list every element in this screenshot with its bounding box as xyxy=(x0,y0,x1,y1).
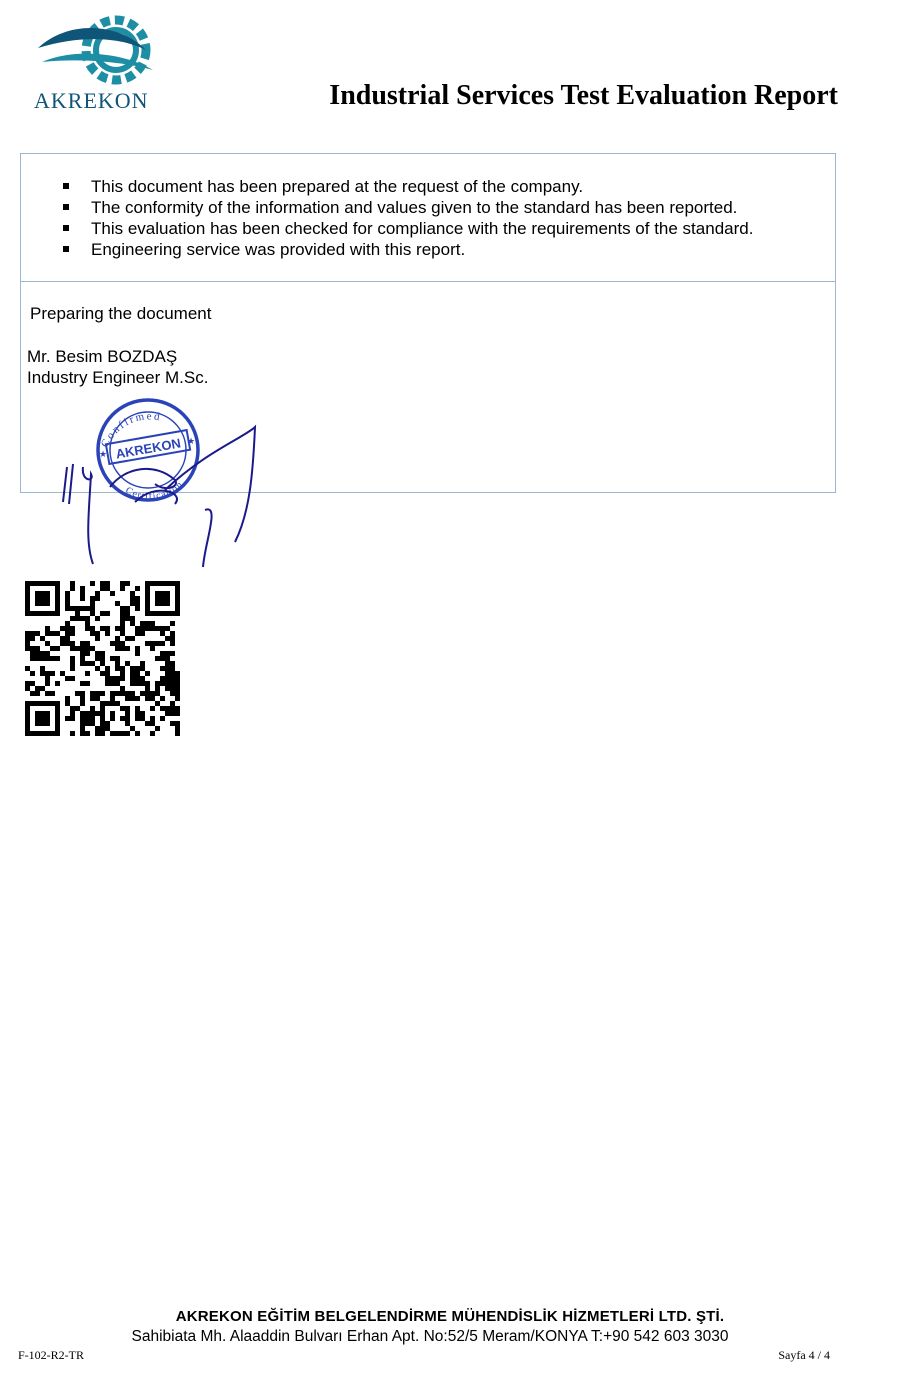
page-number: Sayfa 4 / 4 xyxy=(778,1348,830,1362)
stamp-bottom-text: Certification xyxy=(123,478,186,503)
note-text: This document has been prepared at the request of the company. xyxy=(91,177,584,196)
bullet-icon xyxy=(63,246,69,252)
stamp-center-text: AKREKON xyxy=(114,435,182,462)
svg-text:★: ★ xyxy=(187,436,196,446)
bullet-icon xyxy=(63,204,69,210)
note-text: Engineering service was provided with this report. xyxy=(91,240,466,259)
preparer-name: Mr. Besim BOZDAŞ xyxy=(27,347,178,366)
note-text: The conformity of the information and values given to the standard has been reported. xyxy=(91,198,738,217)
logo-wordmark: AKREKON xyxy=(34,88,149,113)
preparer-title: Industry Engineer M.Sc. xyxy=(27,368,209,387)
stamp-and-signature xyxy=(55,392,265,572)
note-text: This evaluation has been checked for compliance with the requirements of the standard. xyxy=(91,219,754,238)
note-item xyxy=(61,176,753,197)
qr-code-icon xyxy=(25,581,180,736)
note-item xyxy=(61,239,753,260)
footer-company-name: AKREKON EĞİTİM BELGELENDİRME MÜHENDİSLİK HİZMETLERİ LTD. ŞTİ. xyxy=(175,1308,725,1325)
svg-text:★: ★ xyxy=(99,449,108,459)
notes-list xyxy=(61,176,753,260)
note-item xyxy=(61,197,753,218)
gear-logo-icon xyxy=(28,10,168,90)
footer-address: Sahibiata Mh. Alaaddin Bulvarı Erhan Apt. No:52/5 Meram/KONYA T:+90 542 603 3030 xyxy=(131,1328,729,1345)
note-item xyxy=(61,218,753,239)
stamp-top-text: Confirmed xyxy=(98,410,163,450)
preparing-heading: Preparing the document xyxy=(30,304,212,323)
form-code: F-102-R2-TR xyxy=(18,1348,84,1362)
bullet-icon xyxy=(63,183,69,189)
qr-code xyxy=(25,581,180,736)
box-divider xyxy=(21,281,835,282)
bullet-icon xyxy=(63,225,69,231)
report-title: Industrial Services Test Evaluation Report xyxy=(329,80,838,111)
company-logo xyxy=(28,10,168,112)
confirmed-stamp-icon xyxy=(55,392,265,572)
